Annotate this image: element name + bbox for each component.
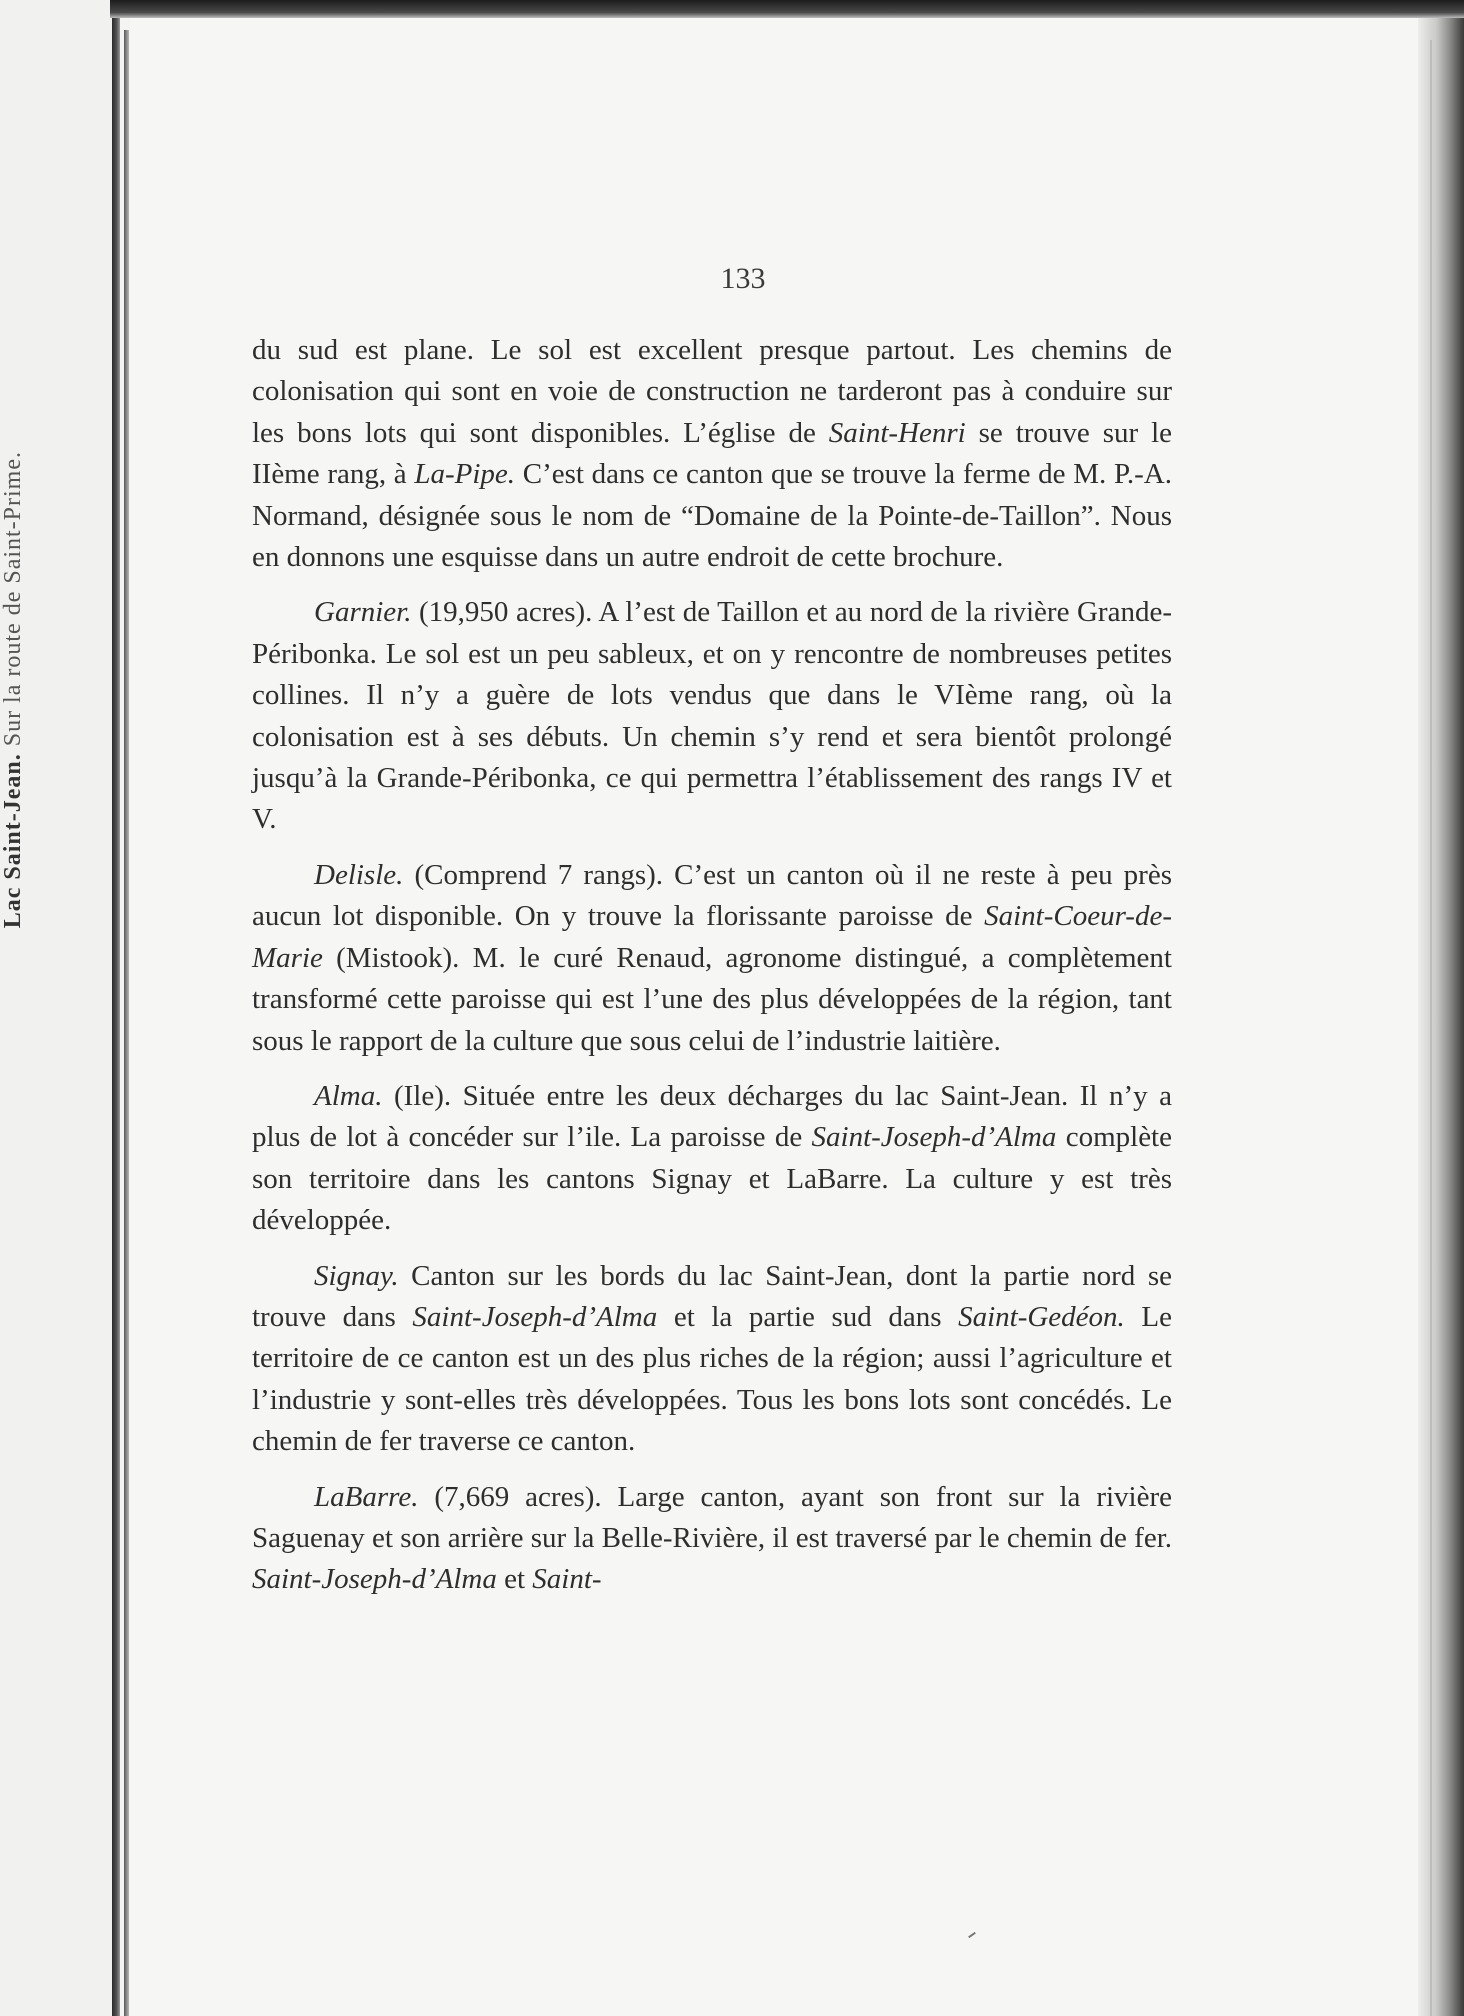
- text-run: se trouve sur le IIème rang, à: [252, 416, 1173, 491]
- text-run: Canton sur les bords du lac Saint-Jean, dont la partie nord se trouve dans: [252, 1259, 1172, 1333]
- paragraph: [252, 592, 1172, 840]
- italic-term: Saint-Gedéon.: [958, 1300, 1125, 1333]
- italic-term: Saint-Joseph-d’Alma: [811, 1121, 1057, 1154]
- italic-term: LaBarre.: [314, 1480, 419, 1513]
- text-run: du sud est plane. Le sol est excellent presque partout. Les chemins de colonisation qui sont en voie de construction ne tarderont pas à conduire sur les bons lots qui sont disponibles. L’église de: [252, 334, 1172, 449]
- page-number: 133: [720, 262, 766, 295]
- right-edge-line: [1430, 40, 1432, 2016]
- text-run: (Mistook). M. le curé Renaud, agronome distingué, a complètement transformé cette paroisse qui est l’une des plus développées de la région, tant sous le rapport de la culture que sous celui de l’industrie laitière.: [252, 941, 1172, 1057]
- paragraph: [252, 1256, 1172, 1463]
- italic-term: Alma.: [314, 1079, 383, 1112]
- italic-term: Delisle.: [314, 858, 404, 891]
- paragraph: [252, 1076, 1172, 1242]
- paragraph: [252, 855, 1172, 1062]
- book-spine-line: [124, 30, 129, 2016]
- paragraph: [252, 330, 1172, 578]
- text-run: (Ile). Située entre les deux décharges du lac Saint-Jean. Il n’y a plus de lot à concéder sur l’ile. La paroisse de: [252, 1079, 1172, 1154]
- text-run: Le territoire de ce canton est un des plus riches de la région; aussi l’agriculture et l’industrie y sont-elles très développées. Tous les bons lots sont concédés. Le chemin de fer traverse ce canton.: [252, 1300, 1172, 1458]
- body-text: [252, 330, 1172, 1615]
- text-run: (Comprend 7 rangs). C’est un canton où il ne reste à peu près aucun lot disponible. On y trouve la florissante paroisse de: [252, 858, 1172, 933]
- top-shadow-edge: [110, 0, 1464, 18]
- italic-term: Saint-Joseph-d’Alma: [252, 1563, 497, 1596]
- side-caption: [0, 451, 30, 1671]
- right-page-edge: [1418, 18, 1464, 2016]
- text-run: et: [496, 1563, 533, 1596]
- facing-page-strip: [0, 0, 112, 2016]
- book-spine-shadow: [112, 18, 120, 2016]
- italic-term: Saint-: [532, 1563, 602, 1596]
- text-run: (19,950 acres). A l’est de Taillon et au nord de la rivière Grande-Péribonka. Le sol est un peu sableux, et on y rencontre de nombreuses petites collines. Il n’y a guère de lots vendus que dans le VIème rang, où la colonisation est à ses débuts. Un chemin s’y rend et sera bientôt prolongé jusqu’à la Grande-Péribonka, ce qui permettra l’établissement des rangs IV et V.: [252, 596, 1172, 836]
- paragraph: [252, 1477, 1172, 1601]
- italic-term: Saint-Coeur-de-Marie: [252, 900, 1172, 974]
- italic-term: Saint-Henri: [828, 416, 966, 449]
- side-caption-rest: Sur la route de Saint-Prime.: [0, 451, 26, 754]
- italic-term: Signay.: [314, 1259, 399, 1292]
- text-run: (7,669 acres). Large canton, ayant son front sur la rivière Saguenay et son arrière sur la Belle-Rivière, il est traversé par le chemin de fer.: [252, 1480, 1172, 1554]
- italic-term: Garnier.: [314, 596, 412, 629]
- text-run: C’est dans ce canton que se trouve la ferme de M. P.-A. Normand, désignée sous le nom de “Domaine de la Pointe-de-Taillon”. Nous en donnons une esquisse dans un autre endroit de cette brochure.: [252, 458, 1172, 574]
- text-run: complète son territoire dans les cantons Signay et LaBarre. La culture y est très développée.: [252, 1121, 1172, 1237]
- side-caption-bold: Lac Saint-Jean.: [0, 753, 26, 929]
- italic-term: La-Pipe.: [414, 458, 516, 491]
- text-run: et la partie sud dans: [657, 1300, 959, 1333]
- italic-term: Saint-Joseph-d’Alma: [412, 1300, 658, 1333]
